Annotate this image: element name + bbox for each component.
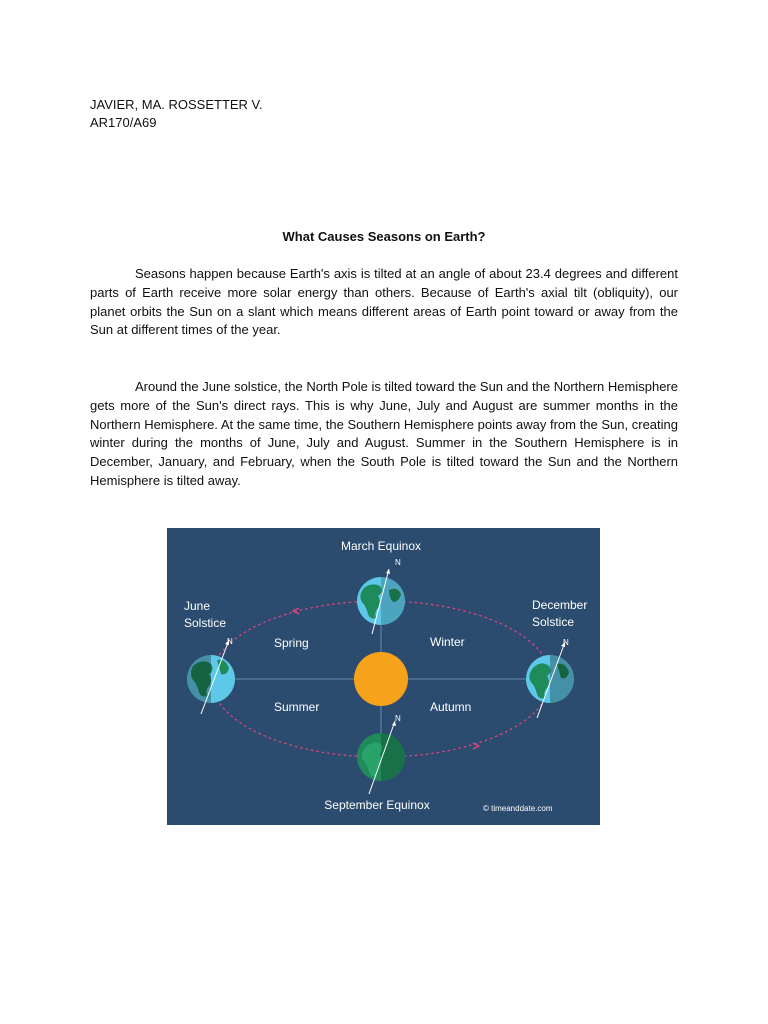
earth-december-solstice-icon xyxy=(526,642,574,718)
december-label-line2: Solstice xyxy=(532,615,575,629)
author-name: JAVIER, MA. ROSSETTER V. xyxy=(90,97,263,112)
seasons-diagram xyxy=(167,528,600,825)
paragraph-2: Around the June solstice, the North Pole is tilted toward the Sun and the Northern Hemisphere gets more of the Sun's direct rays. This is why June, July and August are summer months in the Northern Hemisphere. At the same time, the Southern Hemisphere points away from the Sun, creating winter during the months of June, July and August. Summer in the Southern Hemisphere is in December, January, and February, when the South Pole is tilted toward the Sun and the Northern Hemisphere is tilted away. xyxy=(90,379,678,488)
winter-label: Winter xyxy=(430,635,465,649)
orbit-arrow-bottom-icon xyxy=(473,743,479,749)
north-label-bottom: N xyxy=(395,714,401,723)
autumn-label: Autumn xyxy=(430,700,472,714)
paragraph-1: Seasons happen because Earth's axis is tilted at an angle of about 23.4 degrees and different parts of Earth receive more solar energy than others. Because of Earth's axial tilt (obliquity), our planet orbits the Sun on a slant which means different areas of Earth point toward or away from the Sun at different times of the year. xyxy=(90,266,678,338)
march-equinox-label: March Equinox xyxy=(340,539,422,553)
north-label-top: N xyxy=(395,558,401,567)
summer-label: Summer xyxy=(274,700,320,714)
north-label-left: N xyxy=(227,637,233,646)
north-label-right: N xyxy=(563,638,569,647)
credit-label: © timeanddate.com xyxy=(483,804,553,813)
earth-march-equinox-icon xyxy=(357,569,405,634)
september-equinox-label: September Equinox xyxy=(324,798,430,812)
december-label-line1: December xyxy=(532,598,588,612)
june-label-line2: Solstice xyxy=(184,616,227,630)
earth-june-solstice-icon xyxy=(187,640,235,714)
june-label-line1: June xyxy=(184,599,211,613)
author-block xyxy=(90,96,263,132)
sun-icon xyxy=(354,652,408,706)
page-title: What Causes Seasons on Earth? xyxy=(282,229,486,244)
section-code: AR170/A69 xyxy=(90,115,157,130)
spring-label: Spring xyxy=(274,636,309,650)
seasons-diagram-svg xyxy=(167,528,600,825)
